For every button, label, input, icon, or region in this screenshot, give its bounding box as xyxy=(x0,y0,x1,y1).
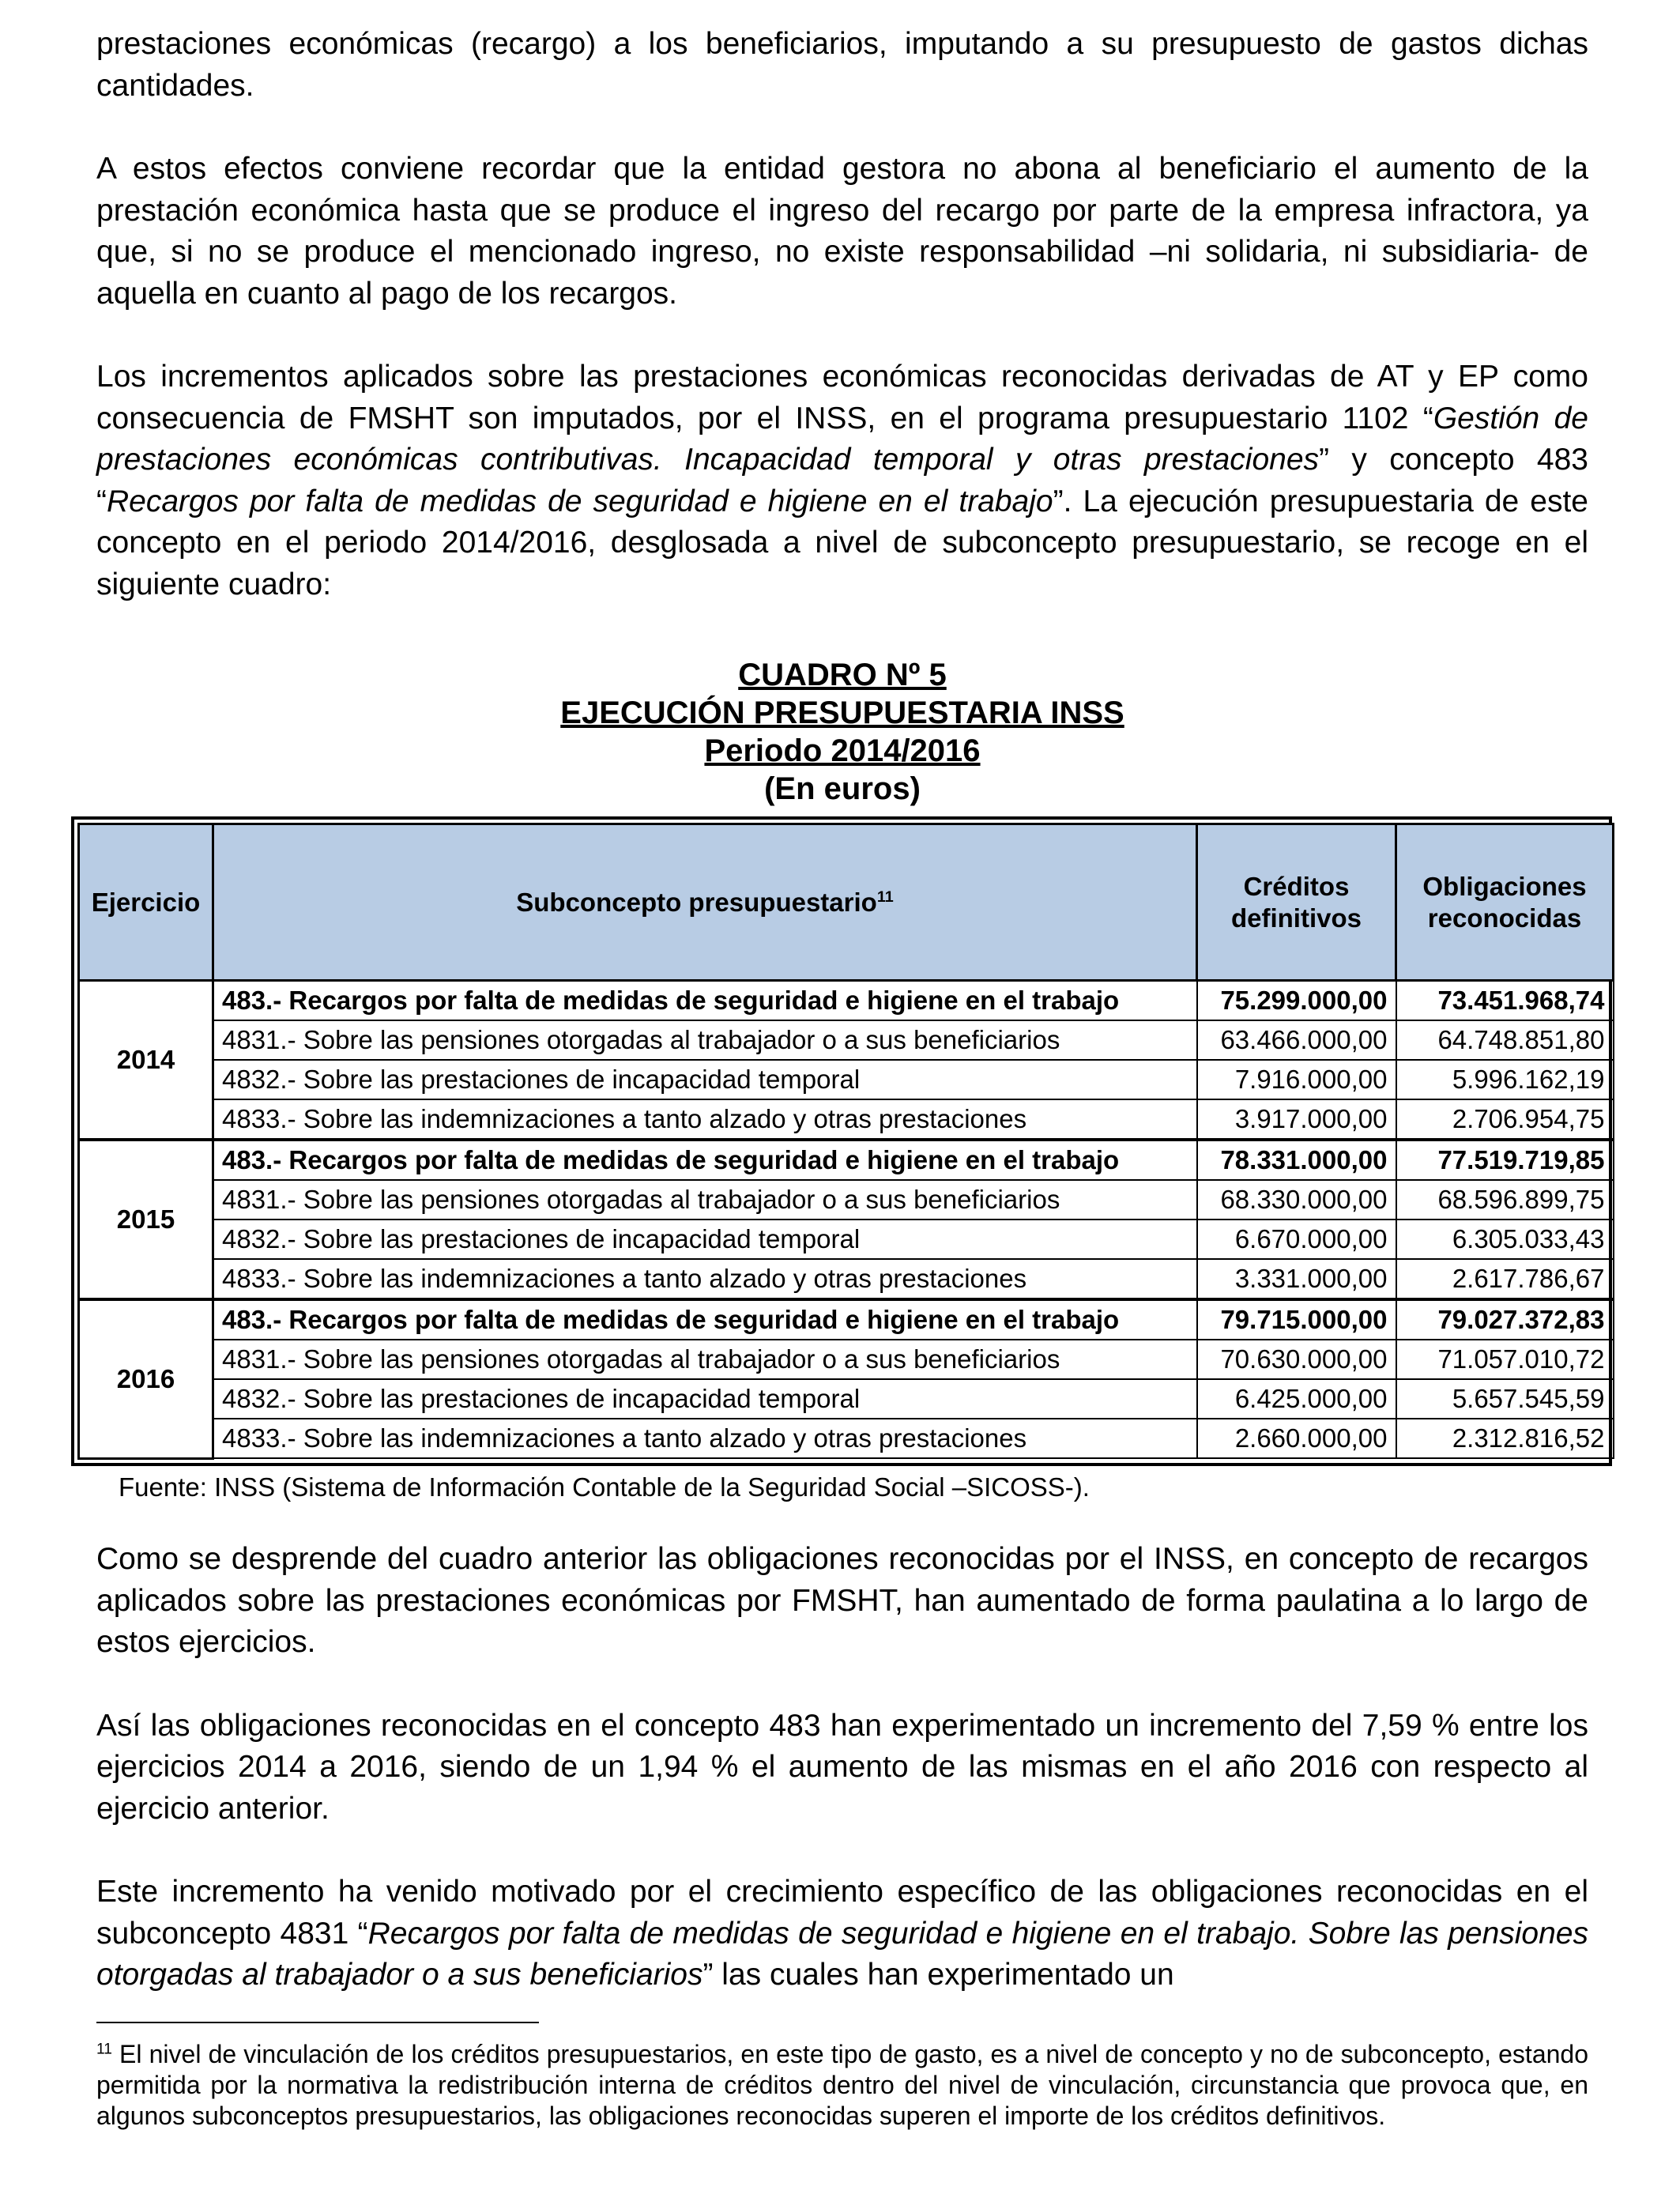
table-body xyxy=(79,981,1614,1459)
analysis-paragraph-2: Así las obligaciones reconocidas en el concepto 483 han experimentado un incremento del 7,59 % entre los ejercicios 2014 a 2016, siendo de un 1,94 % el aumento de las mismas en el año 2016 con respecto al ejercicio anterior. xyxy=(96,1708,1588,1826)
subconcept-cell: 4833.- Sobre las indemnizaciones a tanto alzado y otras prestaciones xyxy=(213,1419,1197,1458)
subconcept-cell: 4833.- Sobre las indemnizaciones a tanto alzado y otras prestaciones xyxy=(213,1099,1197,1140)
analysis-p3-text-a: Este incremento ha venido motivado por el crecimiento específico de las obligaciones reconocidas en el subconcepto 4831 “ xyxy=(96,1875,1588,1951)
table-row-total xyxy=(79,1140,1614,1180)
analysis-section xyxy=(96,1539,1588,1996)
credits-cell: 78.331.000,00 xyxy=(1197,1140,1396,1180)
obligations-cell: 79.027.372,83 xyxy=(1396,1299,1614,1340)
obligations-cell: 71.057.010,72 xyxy=(1396,1340,1614,1379)
subconcept-cell: 4833.- Sobre las indemnizaciones a tanto alzado y otras prestaciones xyxy=(213,1259,1197,1299)
credits-cell: 68.330.000,00 xyxy=(1197,1180,1396,1220)
year-cell: 2015 xyxy=(79,1140,213,1299)
subconcept-cell: 4831.- Sobre las pensiones otorgadas al trabajador o a sus beneficiarios xyxy=(213,1020,1197,1060)
footnote xyxy=(96,2039,1588,2132)
credits-cell: 63.466.000,00 xyxy=(1197,1020,1396,1060)
subconcept-cell: 4832.- Sobre las prestaciones de incapacidad temporal xyxy=(213,1220,1197,1259)
intro-p3-text-e: ”. La ejecución presupuestaria de este concepto en el periodo 2014/2016, desglosada a nivel de subconcepto presupuestario, se recoge en el siguiente cuadro: xyxy=(96,484,1588,601)
footnote-ref: 11 xyxy=(876,888,894,906)
subconcept-cell: 483.- Recargos por falta de medidas de seguridad e higiene en el trabajo xyxy=(213,1299,1197,1340)
table-row xyxy=(79,1060,1614,1099)
credits-cell: 3.917.000,00 xyxy=(1197,1099,1396,1140)
analysis-p3-subconcept-name: Recargos por falta de medidas de seguridad e higiene en el trabajo. Sobre las pensiones otorgadas al trabajador o a sus beneficiarios xyxy=(96,1916,1588,1992)
header-credits xyxy=(1197,824,1396,981)
table-row xyxy=(79,1220,1614,1259)
intro-p3-text-c: ” y concepto 483 “ xyxy=(96,443,1588,518)
obligations-cell: 6.305.033,43 xyxy=(1396,1220,1614,1259)
analysis-paragraph-1: Como se desprende del cuadro anterior las obligaciones reconocidas por el INSS, en concepto de recargos aplicados sobre las prestaciones económicas por FMSHT, han aumentado de forma paulatina a lo largo de estos ejercicios. xyxy=(96,1542,1588,1659)
intro-paragraph-3 xyxy=(96,356,1588,605)
obligations-cell: 64.748.851,80 xyxy=(1396,1020,1614,1060)
subconcept-cell: 4831.- Sobre las pensiones otorgadas al trabajador o a sus beneficiarios xyxy=(213,1180,1197,1220)
table-row-total xyxy=(79,1299,1614,1340)
footnote-marker: 11 xyxy=(96,2041,112,2058)
credits-cell: 75.299.000,00 xyxy=(1197,981,1396,1021)
subconcept-cell: 4831.- Sobre las pensiones otorgadas al trabajador o a sus beneficiarios xyxy=(213,1340,1197,1379)
subconcept-cell: 483.- Recargos por falta de medidas de seguridad e higiene en el trabajo xyxy=(213,1140,1197,1180)
table-row xyxy=(79,1099,1614,1140)
header-subconcept xyxy=(213,824,1197,981)
credits-cell: 6.425.000,00 xyxy=(1197,1379,1396,1419)
table-header-row xyxy=(79,824,1614,981)
intro-paragraph-1: prestaciones económicas (recargo) a los beneficiarios, imputando a su presupuesto de gastos dichas cantidades. xyxy=(96,27,1588,103)
intro-paragraph-2: A estos efectos conviene recordar que la entidad gestora no abona al beneficiario el aumento de la prestación económica hasta que se produce el ingreso del recargo por parte de la empresa infractora, ya que, si no se produce el mencionado ingreso, no existe responsabilidad –ni solidaria, ni subsidiaria- de aquella en cuanto al pago de los recargos. xyxy=(96,152,1588,311)
obligations-cell: 5.996.162,19 xyxy=(1396,1060,1614,1099)
year-cell: 2014 xyxy=(79,981,213,1140)
table-source: Fuente: INSS (Sistema de Información Contable de la Seguridad Social –SICOSS-). xyxy=(119,1472,1090,1502)
table-row xyxy=(79,1419,1614,1458)
obligations-cell: 2.706.954,75 xyxy=(1396,1099,1614,1140)
obligations-cell: 73.451.968,74 xyxy=(1396,981,1614,1021)
credits-cell: 70.630.000,00 xyxy=(1197,1340,1396,1379)
header-obligations-line2: reconocidas xyxy=(1427,903,1582,933)
caption-line-4: (En euros) xyxy=(764,771,921,806)
table-row xyxy=(79,1180,1614,1220)
table-row xyxy=(79,1379,1614,1419)
analysis-p3-text-c: ” las cuales han experimentado un xyxy=(703,1958,1174,1992)
header-credits-line2: definitivos xyxy=(1230,903,1362,933)
header-obligations xyxy=(1396,824,1614,981)
subconcept-cell: 4832.- Sobre las prestaciones de incapacidad temporal xyxy=(213,1060,1197,1099)
caption-line-1: CUADRO Nº 5 xyxy=(738,658,947,692)
budget-table xyxy=(77,823,1614,1460)
table-row xyxy=(79,1259,1614,1299)
analysis-paragraph-3 xyxy=(96,1872,1588,1996)
header-year: Ejercicio xyxy=(79,824,213,981)
caption-line-3: Periodo 2014/2016 xyxy=(704,733,981,768)
obligations-cell: 5.657.545,59 xyxy=(1396,1379,1614,1419)
credits-cell: 6.670.000,00 xyxy=(1197,1220,1396,1259)
credits-cell: 7.916.000,00 xyxy=(1197,1060,1396,1099)
header-credits-line1: Créditos xyxy=(1243,871,1350,901)
header-obligations-line1: Obligaciones xyxy=(1422,871,1587,901)
year-cell: 2016 xyxy=(79,1299,213,1458)
table-row-total xyxy=(79,981,1614,1021)
obligations-cell: 77.519.719,85 xyxy=(1396,1140,1614,1180)
obligations-cell: 2.312.816,52 xyxy=(1396,1419,1614,1458)
intro-p3-concept-name: Recargos por falta de medidas de seguridad e higiene en el trabajo xyxy=(107,484,1053,518)
intro-p3-program-name: Gestión de prestaciones económicas contributivas. Incapacidad temporal y otras prestaciones xyxy=(96,401,1588,477)
subconcept-cell: 4832.- Sobre las prestaciones de incapacidad temporal xyxy=(213,1379,1197,1419)
credits-cell: 3.331.000,00 xyxy=(1197,1259,1396,1299)
intro-p3-text-a: Los incrementos aplicados sobre las prestaciones económicas reconocidas derivadas de AT y EP como consecuencia de FMSHT son imputados, por el INSS, en el programa presupuestario 1102 “ xyxy=(96,360,1588,435)
obligations-cell: 68.596.899,75 xyxy=(1396,1180,1614,1220)
credits-cell: 2.660.000,00 xyxy=(1197,1419,1396,1458)
obligations-cell: 2.617.786,67 xyxy=(1396,1259,1614,1299)
footnote-text: El nivel de vinculación de los créditos presupuestarios, en este tipo de gasto, es a nivel de concepto y no de subconcepto, estando permitida por la normativa la redistribución interna de créditos dentro del nivel de vinculación, circunstancia que provoca que, en algunos subconceptos presupuestarios, las obligaciones reconocidas superen el importe de los créditos definitivos. xyxy=(96,2040,1588,2130)
intro-section xyxy=(96,24,1588,808)
table-row xyxy=(79,1340,1614,1379)
table-row xyxy=(79,1020,1614,1060)
budget-table-frame xyxy=(71,816,1612,1466)
subconcept-cell: 483.- Recargos por falta de medidas de seguridad e higiene en el trabajo xyxy=(213,981,1197,1021)
footnote-separator xyxy=(96,2022,539,2023)
table-caption xyxy=(96,656,1588,808)
header-subconcept-label: Subconcepto presupuestario xyxy=(516,887,877,917)
caption-line-2: EJECUCIÓN PRESUPUESTARIA INSS xyxy=(560,696,1124,730)
credits-cell: 79.715.000,00 xyxy=(1197,1299,1396,1340)
